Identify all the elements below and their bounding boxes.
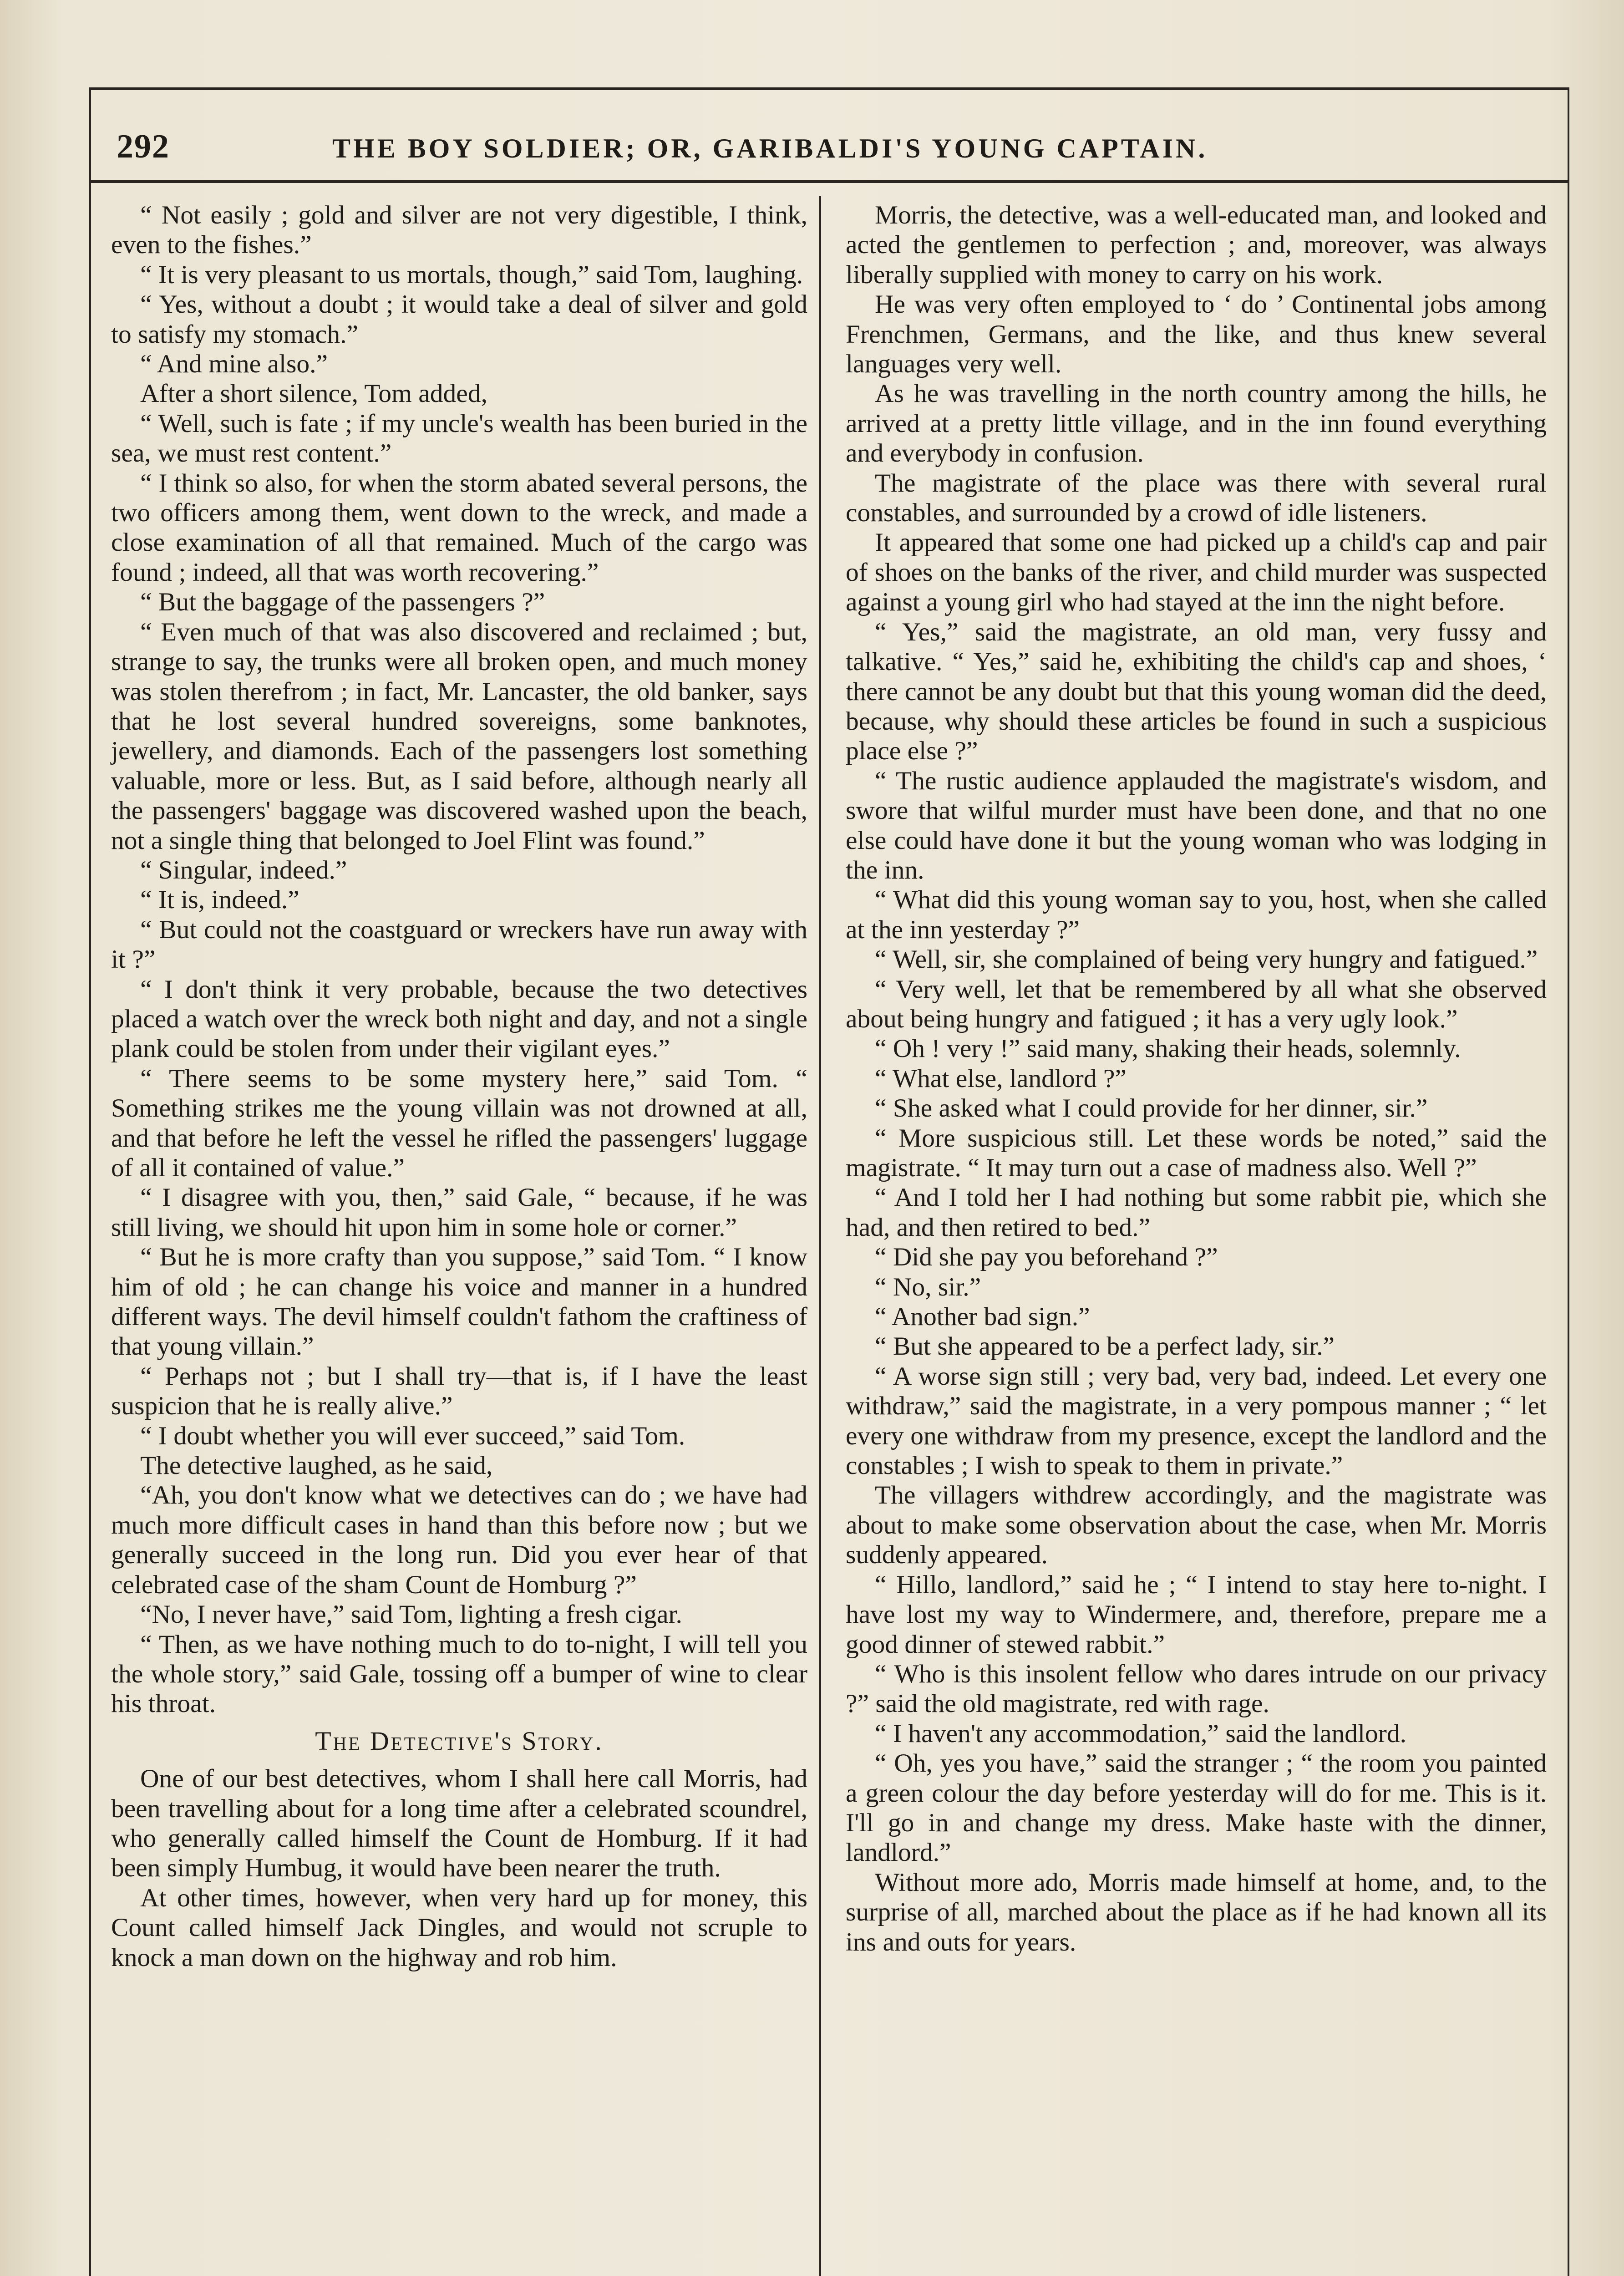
- paragraph: “ It is very pleasant to us mortals, though,” said Tom, laughing.: [140, 260, 803, 289]
- paragraph: He was very often employed to ‘ do ’ Continental jobs among Frenchmen, Germans, and the like, and thus knew several languages very well.: [846, 290, 1547, 379]
- paragraph: “ Did she pay you beforehand ?”: [875, 1243, 1218, 1272]
- paragraph: The villagers withdrew accordingly, and the magistrate was about to make some observation about the case, when Mr. Morris suddenly appeared.: [846, 1481, 1547, 1570]
- paragraph: The magistrate of the place was there with several rural constables, and surrounded by a crowd of idle listeners.: [846, 468, 1547, 528]
- paragraph: The detective laughed, as he said,: [140, 1451, 493, 1480]
- paragraph: “ I don't think it very probable, because the two detectives placed a watch over the wreck both night and day, and not a single plank could be stolen from under their vigilant eyes.”: [111, 975, 807, 1063]
- paragraph: “ Hillo, landlord,” said he ; “ I intend to stay here to-night. I have lost my way to Windermere, and, therefore, prepare me a good dinner of stewed rabbit.”: [846, 1570, 1547, 1659]
- paragraph: “ Who is this insolent fellow who dares intrude on our privacy ?” said the old magistrate, red with rage.: [846, 1659, 1547, 1718]
- paragraph: “ I haven't any accommodation,” said the landlord.: [875, 1719, 1406, 1748]
- paragraph: “ No, sir.”: [875, 1272, 981, 1301]
- running-title: THE BOY SOLDIER; OR, GARIBALDI'S YOUNG CAPTAIN.: [332, 133, 1208, 163]
- paragraph: “No, I never have,” said Tom, lighting a fresh cigar.: [140, 1600, 682, 1629]
- paragraph: “ I disagree with you, then,” said Gale, “ because, if he was still living, we should hit upon him in some hole or corner.”: [111, 1183, 807, 1242]
- paragraph: “ More suspicious still. Let these words be noted,” said the magistrate. “ It may turn out a case of madness also. Well ?”: [846, 1123, 1547, 1182]
- paragraph: “ But could not the coastguard or wreckers have run away with it ?”: [111, 915, 807, 974]
- paragraph: “Ah, you don't know what we detectives can do ; we have had much more difficult cases in hand than this before now ; but we generally succeed in the long run. Did you ever hear of that celebrated case of the sham Count de Homburg ?”: [111, 1481, 807, 1599]
- paragraph: “ Then, as we have nothing much to do to-night, I will tell you the whole story,” said Gale, tossing off a bumper of wine to clear his throat.: [111, 1630, 807, 1718]
- section-heading: The Detective's Story.: [315, 1726, 604, 1756]
- paragraph: “ There seems to be some mystery here,” said Tom. “ Something strikes me the young villain was not drowned at all, and that before he left the vessel he rifled the passengers' luggage of all it contained of value.”: [111, 1064, 807, 1182]
- paragraph: As he was travelling in the north country among the hills, he arrived at a pretty little village, and in the inn found everything and everybody in confusion.: [846, 379, 1547, 468]
- paragraph: “ She asked what I could provide for her dinner, sir.”: [875, 1094, 1428, 1123]
- paragraph: It appeared that some one had picked up a child's cap and pair of shoes on the banks of the river, and child murder was suspected against a young girl who had stayed at the inn the night before.: [846, 528, 1547, 617]
- paragraph: “ The rustic audience applauded the magistrate's wisdom, and swore that wilful murder must have been done, and that no one else could have done it but the young woman who was lodging in the inn.: [846, 766, 1547, 884]
- paragraph: “ It is, indeed.”: [140, 885, 299, 914]
- paragraph: “ Very well, let that be remembered by all what she observed about being hungry and fatigued ; it has a very ugly look.”: [846, 975, 1547, 1033]
- left-column-paragraphs-after: [111, 1764, 807, 1972]
- paragraph: “ I doubt whether you will ever succeed,” said Tom.: [140, 1421, 685, 1450]
- paragraph: “ Yes,” said the magistrate, an old man, very fussy and talkative. “ Yes,” said he, exhibiting the child's cap and shoes, ‘ there cannot be any doubt but that this young woman did the deed, because, why should these articles be found in such a suspicious place else ?”: [846, 617, 1547, 766]
- paragraph: “ I think so also, for when the storm abated several persons, the two officers among them, went down to the wreck, and made a close examination of all that remained. Much of the cargo was found ; indeed, all that was worth recovering.”: [111, 468, 807, 587]
- paragraph: “ Oh ! very !” said many, shaking their heads, solemnly.: [875, 1034, 1461, 1063]
- paragraph: “ And I told her I had nothing but some rabbit pie, which she had, and then retired to bed.”: [846, 1183, 1547, 1242]
- paragraph: “ Well, sir, she complained of being very hungry and fatigued.”: [875, 945, 1538, 974]
- paragraph: “ What else, landlord ?”: [875, 1064, 1127, 1093]
- paragraph: Morris, the detective, was a well-educated man, and looked and acted the gentlemen to perfection ; and, moreover, was always liberally supplied with money to carry on his work.: [846, 201, 1547, 289]
- left-column-paragraphs: [111, 200, 807, 1719]
- paragraph: “ Not easily ; gold and silver are not very digestible, I think, even to the fishes.”: [111, 201, 807, 259]
- paragraph: At other times, however, when very hard up for money, this Count called himself Jack Dingles, and would not scruple to knock a man down on the highway and rob him.: [111, 1883, 807, 1972]
- paragraph: After a short silence, Tom added,: [140, 379, 487, 408]
- paragraph: “ Yes, without a doubt ; it would take a deal of silver and gold to satisfy my stomach.”: [111, 290, 807, 349]
- paragraph: “ Another bad sign.”: [875, 1302, 1090, 1331]
- paragraph: “ But she appeared to be a perfect lady, sir.”: [875, 1332, 1335, 1361]
- paragraph: “ Perhaps not ; but I shall try—that is, if I have the least suspicion that he is really alive.”: [111, 1362, 807, 1421]
- paragraph: “ Even much of that was also discovered and reclaimed ; but, strange to say, the trunks were all broken open, and much money was stolen therefrom ; in fact, Mr. Lancaster, the old banker, says that he lost several hundred sovereigns, some banknotes, jewellery, and diamonds. Each of the passengers lost something valuable, more or less. But, as I said before, although nearly all the passengers' baggage was discovered washed upon the beach, not a single thing that belonged to Joel Flint was found.”: [111, 617, 807, 855]
- paragraph: “ What did this young woman say to you, host, when she called at the inn yesterday ?”: [846, 885, 1547, 944]
- paragraph: “ A worse sign still ; very bad, very bad, indeed. Let every one withdraw,” said the magistrate, in a very pompous manner ; “ let every one withdraw from my presence, except the landlord and the constables ; I wish to speak to them in private.”: [846, 1362, 1547, 1480]
- paragraph: “ But he is more crafty than you suppose,” said Tom. “ I know him of old ; he can change his voice and manner in a hundred different ways. The devil himself couldn't fathom the craftiness of that young villain.”: [111, 1243, 807, 1361]
- column-divider: [819, 196, 821, 2276]
- left-column: [111, 200, 807, 1972]
- paragraph: “ Singular, indeed.”: [140, 855, 347, 884]
- header-rule: [89, 180, 1568, 183]
- paragraph: “ Well, such is fate ; if my uncle's wealth has been buried in the sea, we must rest content.”: [111, 409, 807, 468]
- paragraph: “ And mine also.”: [140, 350, 328, 379]
- right-column: [846, 200, 1547, 1957]
- page-number: 292: [117, 128, 170, 165]
- paragraph: “ But the baggage of the passengers ?”: [140, 588, 545, 617]
- paragraph: “ Oh, yes you have,” said the stranger ; “ the room you painted a green colour the day before yesterday will do for me. This is it. I'll go in and change my dress. Make haste with the dinner, landlord.”: [846, 1749, 1547, 1867]
- paragraph: Without more ado, Morris made himself at home, and, to the surprise of all, marched about the place as if he had known all its ins and outs for years.: [846, 1868, 1547, 1956]
- paragraph: One of our best detectives, whom I shall here call Morris, had been travelling about for a long time after a celebrated scoundrel, who generally called himself the Count de Homburg. If it had been simply Humbug, it would have been nearer the truth.: [111, 1764, 807, 1883]
- right-column-paragraphs: [846, 200, 1547, 1957]
